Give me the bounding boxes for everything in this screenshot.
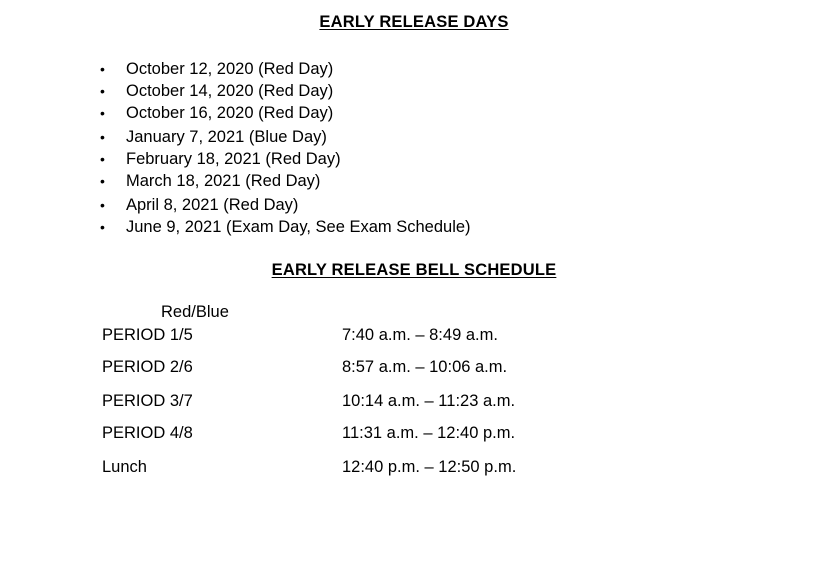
period-label: PERIOD 4/8 [102,424,193,442]
early-release-date: October 16, 2020 (Red Day) [126,104,334,122]
bell-schedule-heading: EARLY RELEASE BELL SCHEDULE [271,261,557,279]
bullet-icon: • [100,105,105,121]
early-release-date: March 18, 2021 (Red Day) [126,172,321,190]
early-release-date: February 18, 2021 (Red Day) [126,150,341,168]
bullet-icon: • [100,197,105,213]
early-release-date: April 8, 2021 (Red Day) [126,196,299,214]
period-time: 11:31 a.m. – 12:40 p.m. [342,424,516,442]
period-label: Lunch [102,458,147,476]
period-time: 8:57 a.m. – 10:06 a.m. [342,358,508,376]
period-label: PERIOD 3/7 [102,392,193,410]
period-time: 7:40 a.m. – 8:49 a.m. [342,326,498,344]
period-time: 12:40 p.m. – 12:50 p.m. [342,458,517,476]
period-label: PERIOD 2/6 [102,358,193,376]
bullet-icon: • [100,83,105,99]
bullet-icon: • [100,173,105,189]
early-release-date: June 9, 2021 (Exam Day, See Exam Schedule) [126,218,471,236]
bell-schedule-subheading: Red/Blue [161,303,229,321]
early-release-date: January 7, 2021 (Blue Day) [126,128,327,146]
bullet-icon: • [100,219,105,235]
period-label: PERIOD 1/5 [102,326,193,344]
early-release-date: October 14, 2020 (Red Day) [126,82,334,100]
early-release-days-heading: EARLY RELEASE DAYS [319,13,509,31]
bullet-icon: • [100,151,105,167]
bullet-icon: • [100,129,105,145]
period-time: 10:14 a.m. – 11:23 a.m. [342,392,516,410]
bullet-icon: • [100,61,105,77]
early-release-date: October 12, 2020 (Red Day) [126,60,334,78]
